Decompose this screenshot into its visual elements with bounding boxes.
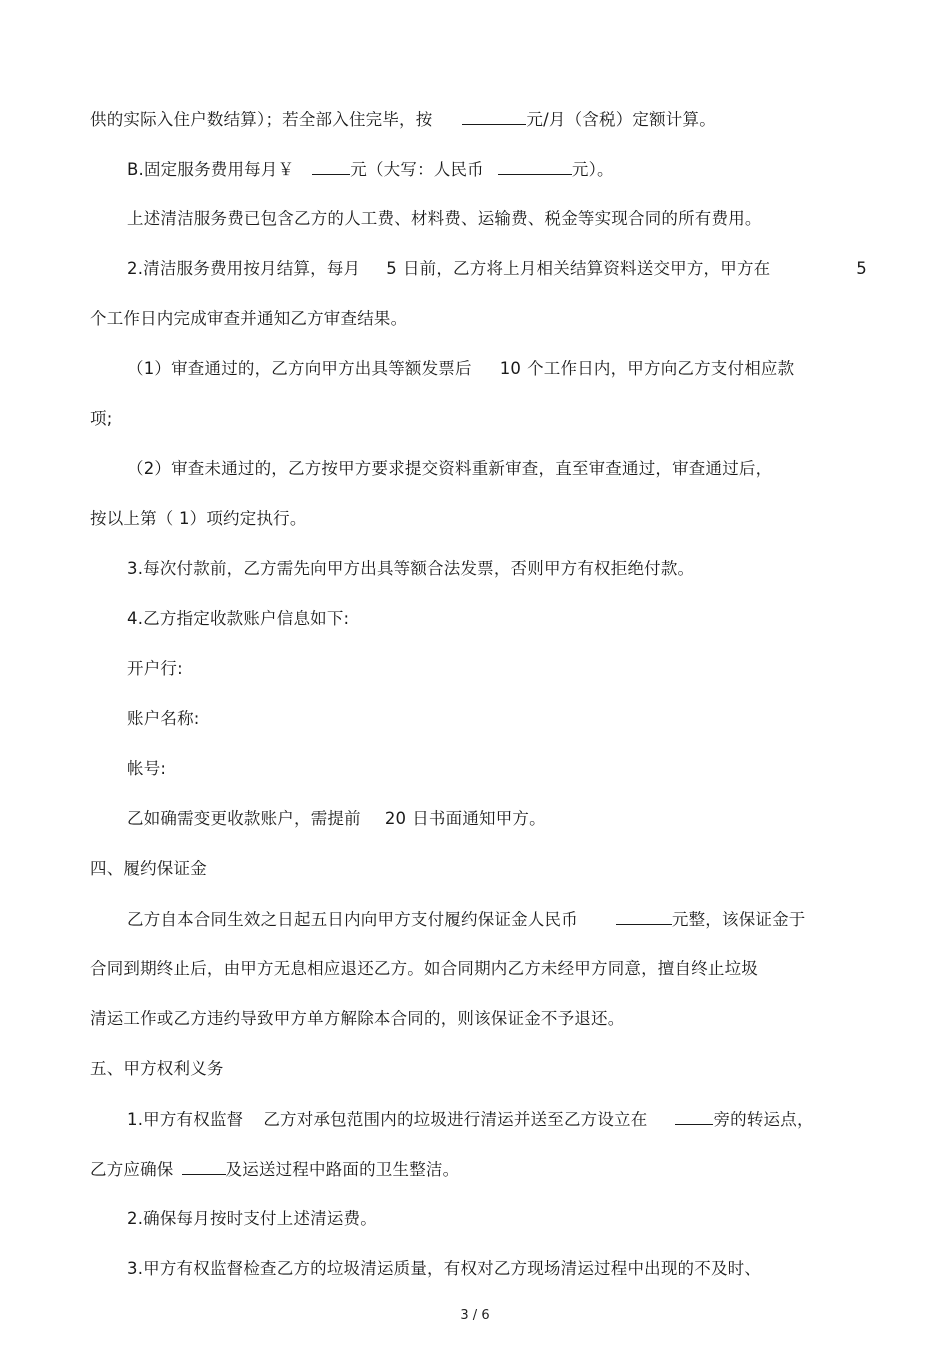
text-segment: 日前，乙方将上月相关结算资料送交甲方，甲方在 [402, 259, 771, 278]
paragraph-line [127, 258, 867, 280]
text-segment: 1.甲方有权监督 [127, 1110, 244, 1129]
text-segment: 个工作日内，甲方向乙方支付相应款 [527, 359, 795, 378]
text-segment: 乙方对承包范围内的垃圾进行清运并送至乙方设立在 [263, 1110, 648, 1129]
paragraph-line: 清运工作或乙方违约导致甲方单方解除本合同的，则该保证金不予退还。 [90, 1009, 625, 1028]
text-segment: 乙如确需变更收款账户，需提前 [127, 809, 361, 828]
paragraph-line: 上述清洁服务费已包含乙方的人工费、材料费、运输费、税金等实现合同的所有费用。 [127, 209, 762, 228]
blank-field [498, 158, 572, 175]
text-segment: 5 [386, 259, 397, 278]
paragraph-line: 个工作日内完成审查并通知乙方审查结果。 [90, 309, 408, 328]
paragraph-line [127, 1108, 814, 1131]
text-segment: 元整，该保证金于 [671, 910, 806, 929]
account-number-label: 帐号: [127, 759, 167, 778]
paragraph-line [127, 158, 614, 181]
text-segment: 5 [856, 259, 867, 278]
paragraph-line: 3.甲方有权监督检查乙方的垃圾清运质量，有权对乙方现场清运过程中出现的不及时、 [127, 1259, 762, 1278]
paragraph-line: 项; [90, 409, 113, 428]
text-segment: 日书面通知甲方。 [412, 809, 546, 828]
text-segment: 元/月（含税）定额计算。 [526, 110, 716, 129]
account-name-label: 账户名称: [127, 709, 200, 728]
section-heading: 四、履约保证金 [90, 859, 207, 878]
blank-field [616, 908, 672, 925]
text-segment: 及运送过程中路面的卫生整洁。 [225, 1160, 460, 1179]
paragraph-line: 合同到期终止后，由甲方无息相应退还乙方。如合同期内乙方未经甲方同意，擅自终止垃圾 [90, 959, 758, 978]
paragraph-line [90, 1158, 459, 1181]
blank-field [675, 1108, 713, 1125]
text-segment: （1）审查通过的，乙方向甲方出具等额发票后 [127, 359, 472, 378]
paragraph-line [127, 908, 806, 931]
paragraph-line [127, 358, 794, 380]
text-segment: 10 [499, 359, 522, 378]
blank-field [182, 1158, 226, 1175]
blank-field [462, 108, 526, 125]
text-segment: 2.清洁服务费用按月结算，每月 [127, 259, 361, 278]
text-segment: 旁的转运点， [713, 1110, 814, 1129]
text-segment: 20 [384, 809, 407, 828]
account-bank-label: 开户行: [127, 659, 183, 678]
blank-field [312, 158, 350, 175]
paragraph-line: （2）审查未通过的，乙方按甲方要求提交资料重新审查，直至审查通过，审查通过后， [127, 459, 773, 478]
text-segment: 元）。 [571, 160, 614, 179]
paragraph-line: 按以上第（ 1）项约定执行。 [90, 509, 307, 528]
text-segment: 乙方自本合同生效之日起五日内向甲方支付履约保证金人民币 [127, 910, 578, 929]
paragraph-line: 2.确保每月按时支付上述清运费。 [127, 1209, 377, 1228]
section-heading: 五、甲方权利义务 [90, 1059, 224, 1078]
text-segment: 供的实际入住户数结算）；若全部入住完毕，按 [90, 110, 433, 129]
text-segment: 元（大写：人民币 [350, 160, 484, 179]
text-segment: B.固定服务费用每月￥ [127, 160, 295, 179]
text-segment: 乙方应确保 [90, 1160, 174, 1179]
paragraph-line [90, 108, 716, 131]
page-number: 3 / 6 [460, 1308, 490, 1323]
paragraph-line: 4.乙方指定收款账户信息如下: [127, 609, 350, 628]
paragraph-line [127, 808, 546, 830]
paragraph-line: 3.每次付款前，乙方需先向甲方出具等额合法发票，否则甲方有权拒绝付款。 [127, 559, 695, 578]
